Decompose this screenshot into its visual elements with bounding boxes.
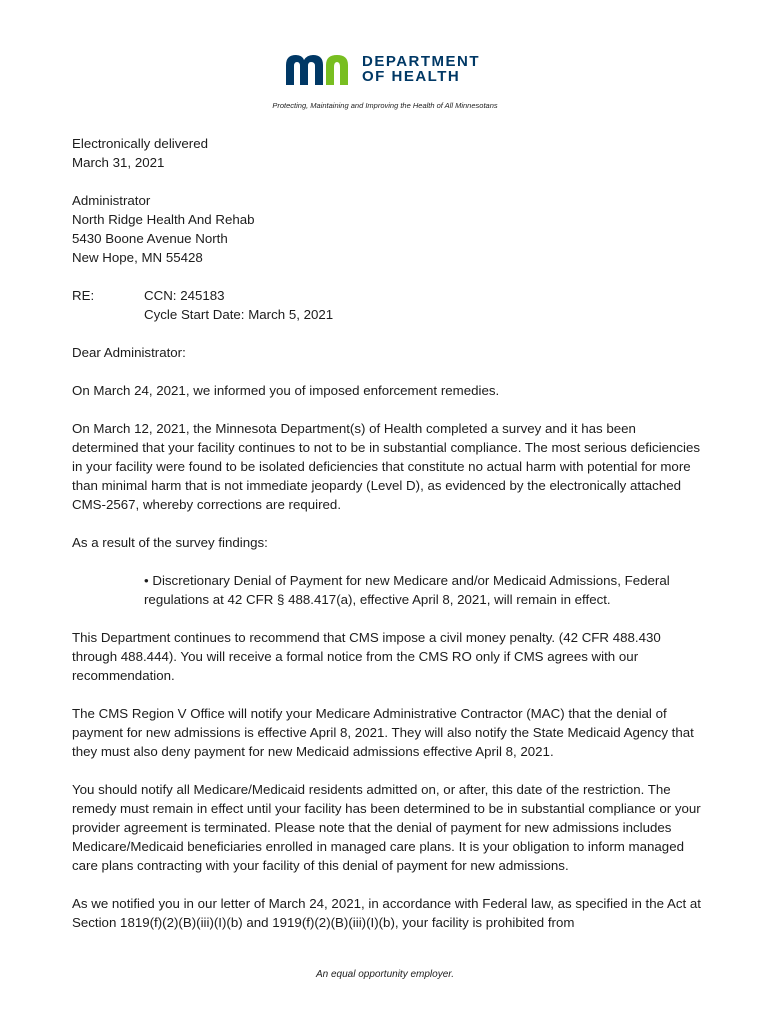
recipient-address [72, 191, 702, 267]
tagline: Protecting, Maintaining and Improving the Health of All Minnesotans [272, 101, 498, 110]
subject-block [72, 286, 702, 324]
address-line: Administrator [72, 193, 151, 208]
letter-body [72, 134, 702, 932]
paragraph-1: On March 24, 2021, we informed you of imposed enforcement remedies. [72, 383, 500, 398]
address-line: North Ridge Health And Rehab [72, 212, 255, 227]
logo-wordmark [362, 54, 480, 84]
paragraph-3: As a result of the survey findings: [72, 535, 268, 550]
salutation: Dear Administrator: [72, 345, 186, 360]
mdh-logo [286, 52, 480, 86]
address-line: 5430 Boone Avenue North [72, 231, 228, 246]
paragraph-6: You should notify all Medicare/Medicaid residents admitted on, or after, this date of the restriction. The remedy must remain in effect until your facility has been determined to be in substantial compliance or your provider agreement is terminated. Please note that the denial of payment for new admissions includes Medicare/Medicaid beneficiaries enrolled in managed care plans. It is your obligation to inform managed care plans contracting with your facility of this denial of payment for new admissions. [72, 782, 701, 873]
cycle-start-line: Cycle Start Date: March 5, 2021 [144, 307, 334, 322]
ccn-line: CCN: 245183 [144, 288, 225, 303]
mn-logo-icon [286, 53, 354, 85]
paragraph-7: As we notified you in our letter of March 24, 2021, in accordance with Federal law, as specified in the Act at Section 1819(f)(2)(B)(iii)(I)(b) and 1919(f)(2)(B)(iii)(I)(b), your facility is prohibited from [72, 896, 701, 930]
remedy-bullet: • Discretionary Denial of Payment for new Medicare and/or Medicaid Admissions, Federal regulations at 42 CFR § 488.417(a), effective April 8, 2021, will remain in effect. [144, 573, 670, 607]
footer-equal-opportunity: An equal opportunity employer. [315, 969, 455, 980]
letter-date: March 31, 2021 [72, 155, 165, 170]
re-label: RE: [72, 288, 95, 303]
logo-line-1: DEPARTMENT [362, 53, 481, 70]
paragraph-4: This Department continues to recommend that CMS impose a civil money penalty. (42 CFR 488.430 through 488.444). You will receive a formal notice from the CMS RO only if CMS agrees with our recommendation. [72, 630, 661, 683]
paragraph-5: The CMS Region V Office will notify your Medicare Administrative Contractor (MAC) that the denial of payment for new admissions is effective April 8, 2021. They will also notify the State Medicaid Agency that they must also deny payment for new Medicaid admissions effective April 8, 2021. [72, 706, 694, 759]
address-line: New Hope, MN 55428 [72, 250, 203, 265]
delivery-method: Electronically delivered [72, 136, 208, 151]
paragraph-2: On March 12, 2021, the Minnesota Department(s) of Health completed a survey and it has been determined that your facility continues to not to be in substantial compliance. The most serious deficiencies in your facility were found to be isolated deficiencies that constitute no actual harm with potential for more than minimal harm that is not immediate jeopardy (Level D), as evidenced by the electronically attached CMS-2567, whereby corrections are required. [72, 421, 700, 512]
logo-line-2: OF HEALTH [362, 68, 461, 85]
